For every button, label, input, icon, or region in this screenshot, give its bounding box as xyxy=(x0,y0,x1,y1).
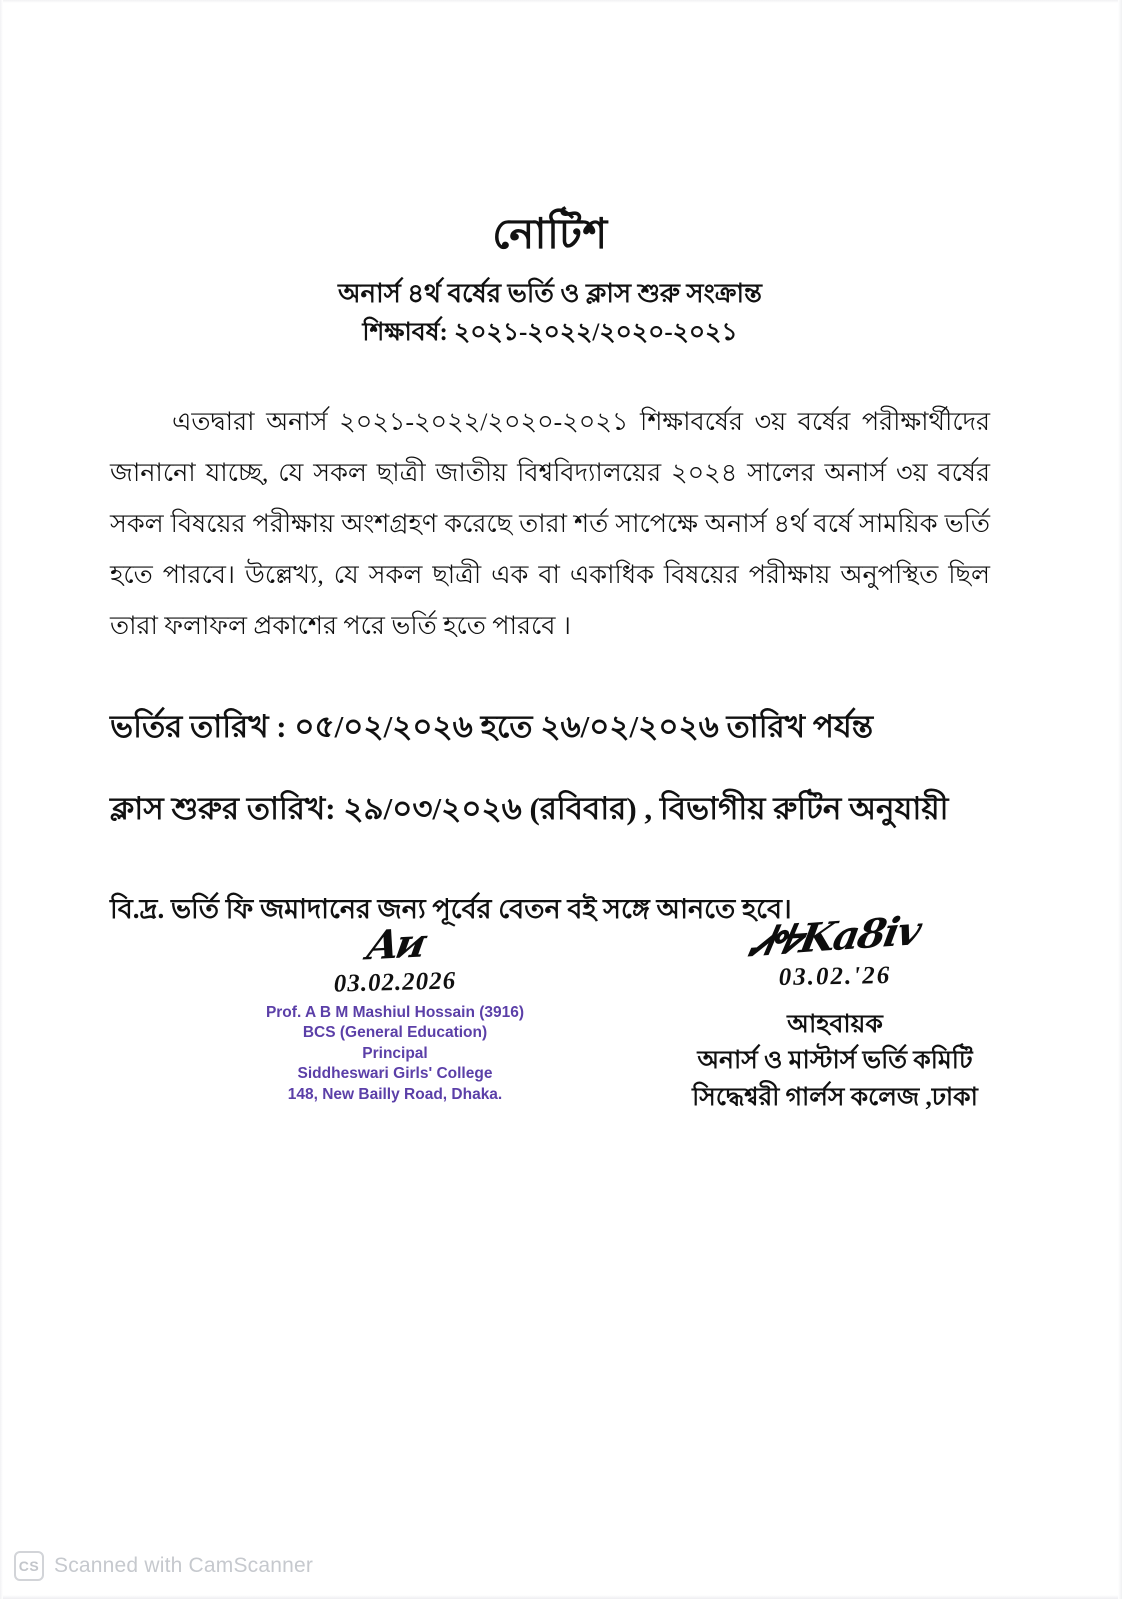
notice-content xyxy=(110,0,990,927)
scan-edge-right xyxy=(1118,0,1122,1599)
camscanner-watermark-text: Scanned with CamScanner xyxy=(54,1554,314,1577)
notice-subtitle-subject: অনার্স ৪র্থ বর্ষের ভর্তি ও ক্লাস শুরু সংক্রান্ত xyxy=(338,279,762,309)
stamp-line-designation: Principal xyxy=(362,1044,428,1062)
designation-line-committee: অনার্স ও মাস্টার্স ভর্তি কমিটি xyxy=(697,1047,973,1075)
scan-edge-left xyxy=(0,0,3,1599)
camscanner-watermark xyxy=(14,1551,313,1581)
stamp-line-address: 148, New Bailly Road, Dhaka. xyxy=(287,1085,503,1103)
convener-signature-date: 03.02.'26 xyxy=(778,962,892,991)
principal-stamp xyxy=(245,1003,545,1105)
signature-block-convener xyxy=(675,907,995,1116)
signature-block-principal xyxy=(245,919,545,1105)
page-title: নোটিশ xyxy=(492,212,608,258)
camscanner-logo-icon: CS xyxy=(14,1551,44,1581)
class-start-date-line: ক্লাস শুরুর তারিখ: ২৯/০৩/২০২৬ (রবিবার) , বিভাগীয় রুটিন অনুযায়ী xyxy=(110,790,949,826)
convener-signature-mark: ᏗᎭKa8iv xyxy=(747,907,923,966)
notice-footnote: বি.দ্র. ভর্তি ফি জমাদানের জন্য পূর্বের বেতন বই সঙ্গে আনতে হবে। xyxy=(110,893,792,924)
admission-date-line: ভর্তির তারিখ : ০৫/০২/২০২৬ হতে ২৬/০২/২০২৬ তারিখ পর্যন্ত xyxy=(110,708,874,744)
notice-subtitle-session: শিক্ষাবর্ষ: ২০২১-২০২২/২০২০-২০২১ xyxy=(362,318,738,346)
notice-body-paragraph: এতদ্বারা অনার্স ২০২১-২০২২/২০২০-২০২১ শিক্ষাবর্ষের ৩য় বর্ষের পরীক্ষার্থীদের জানানো যাচ্ছে, যে সকল ছাত্রী জাতীয় বিশ্ববিদ্যালয়ের ২০২৪ সালের অনার্স ৩য় বর্ষের সকল বিষয়ের পরীক্ষায় অংশগ্রহণ করেছে তারা শর্ত সাপেক্ষে অনার্স ৪র্থ বর্ষে সাময়িক ভর্তি হতে পারবে। উল্লেখ্য, যে সকল ছাত্রী এক বা একাধিক বিষয়ের পরীক্ষায় অনুপস্থিত ছিল তারা ফলাফল প্রকাশের পরে ভর্তি হতে পারবে । xyxy=(110,406,990,640)
stamp-line-institution: Siddheswari Girls' College xyxy=(297,1065,493,1083)
convener-designation xyxy=(675,1007,995,1116)
designation-line-institution: সিদ্ধেশ্বরী গার্লস কলেজ ,ঢাকা xyxy=(692,1083,978,1111)
stamp-line-name: Prof. A B M Mashiul Hossain (3916) xyxy=(265,1004,525,1021)
principal-signature-date: 03.02.2026 xyxy=(333,967,457,998)
scan-edge-bottom xyxy=(0,1595,1122,1599)
stamp-line-cadre: BCS (General Education) xyxy=(302,1024,488,1042)
designation-line-role: আহবায়ক xyxy=(787,1011,883,1038)
principal-signature-mark: Aᴎ xyxy=(363,919,427,970)
